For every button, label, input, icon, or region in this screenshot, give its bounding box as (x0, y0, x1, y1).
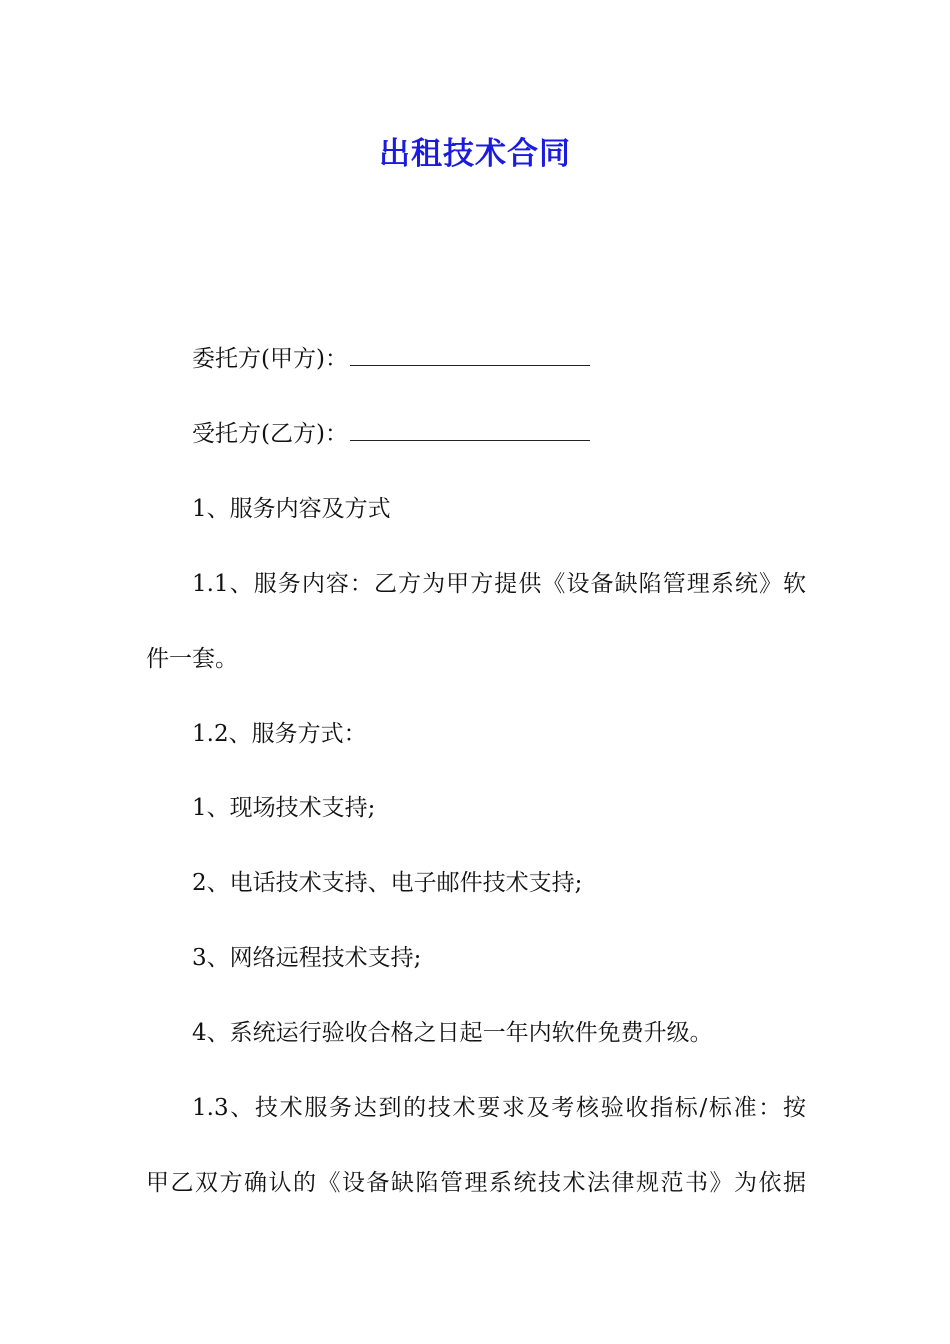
service-item-1: 1、现场技术支持; (192, 795, 376, 821)
clause-1-1-line-1: 1.1、服务内容：乙方为甲方提供《设备缺陷管理系统》软 (192, 571, 806, 597)
service-item-4: 4、系统运行验收合格之日起一年内软件免费升级。 (192, 1020, 713, 1046)
party-a-label: 委托方(甲方)： (192, 346, 348, 372)
document-title: 出租技术合同 (379, 136, 571, 172)
party-a-line (192, 344, 806, 374)
party-b-line (192, 419, 806, 449)
service-item-3: 3、网络远程技术支持; (192, 945, 422, 971)
party-b-label: 受托方(乙方)： (192, 421, 348, 447)
clause-1-3-line-2: 甲乙双方确认的《设备缺陷管理系统技术法律规范书》为依据 (146, 1170, 806, 1196)
service-item-2: 2、电话技术支持、电子邮件技术支持; (192, 870, 583, 896)
party-a-blank (350, 363, 590, 366)
section-1-heading: 1、服务内容及方式 (192, 496, 391, 522)
party-b-blank (350, 438, 590, 441)
clause-1-3-line-1: 1.3、技术服务达到的技术要求及考核验收指标/标准：按 (192, 1095, 806, 1121)
clause-1-2: 1.2、服务方式： (192, 721, 367, 747)
clause-1-1-line-2: 件一套。 (146, 646, 238, 672)
